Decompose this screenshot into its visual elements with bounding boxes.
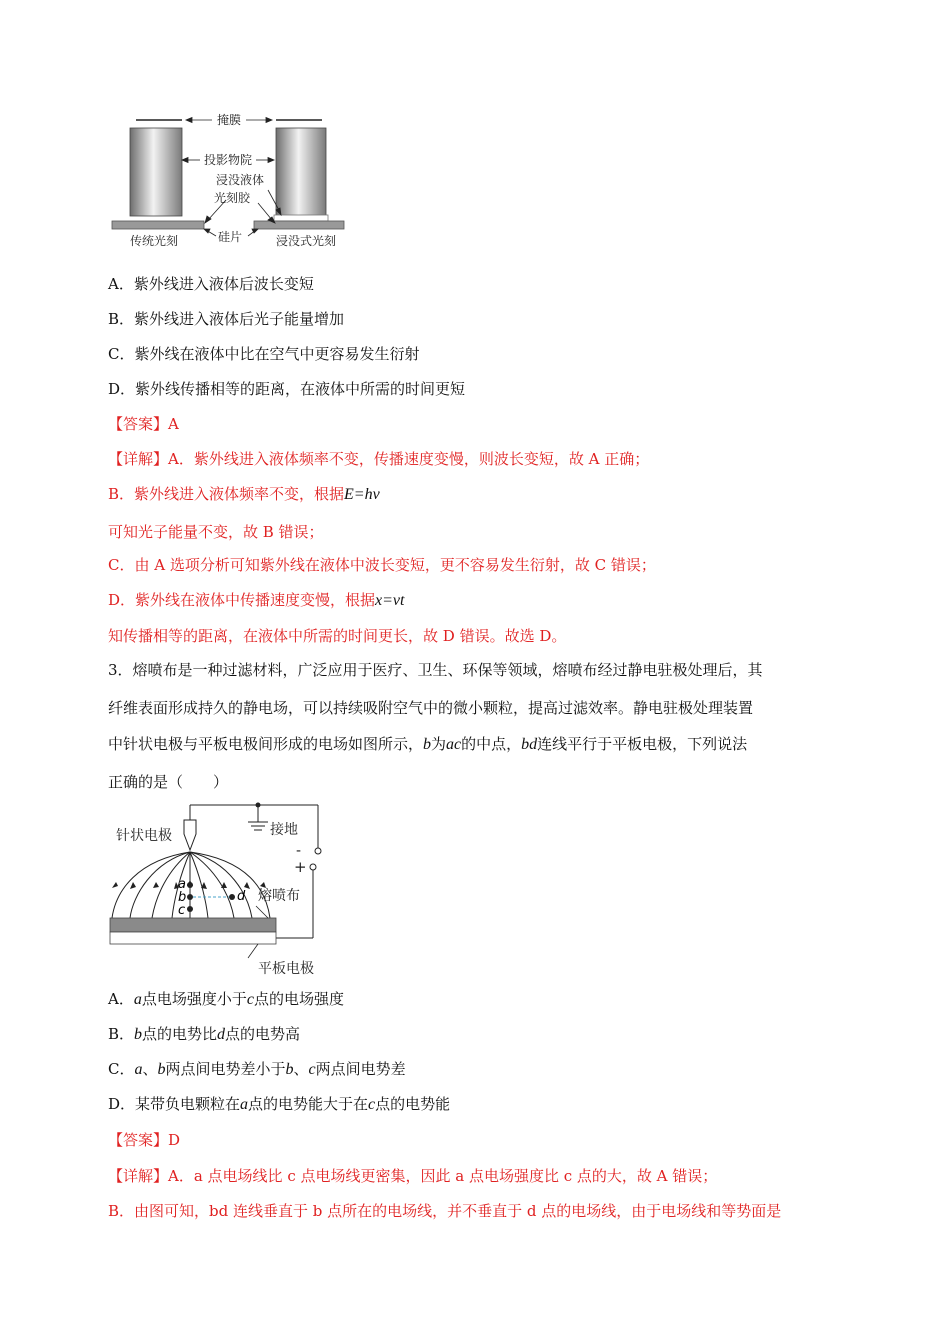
q2-detail-c: C．由 A 选项分析可知紫外线在液体中波长变短，更不容易发生衍射，故 C 错误；: [108, 556, 656, 574]
q3-stem-text: 中针状电极与平板电极间形成的电场如图所示，: [108, 735, 424, 753]
q2-detail-d2: 知传播相等的距离，在液体中所需的时间更长，故 D 错误。故选 D。: [108, 627, 567, 645]
formula-e-hv: E=hν: [344, 486, 380, 503]
var: c: [308, 1061, 316, 1078]
var: d: [217, 1026, 226, 1043]
q2-option-a: A．紫外线进入液体后波长变短: [108, 275, 314, 293]
var: b: [134, 1026, 143, 1043]
q2-answer: 【答案】A: [108, 415, 179, 433]
q2-detail-b2: 可知光子能量不变，故 B 错误；: [108, 523, 324, 541]
label-photoresist: 光刻胶: [213, 191, 251, 205]
opt-text: 点的电势能: [375, 1095, 451, 1113]
terminal-plus: [310, 864, 316, 870]
q2-option-c: C．紫外线在液体中比在空气中更容易发生衍射: [108, 345, 420, 363]
opt-text: A．: [108, 990, 134, 1008]
opt-text: 点的电势高: [225, 1025, 301, 1043]
var: a: [133, 991, 142, 1008]
q2-detail-d: [108, 590, 404, 611]
var: a: [134, 1061, 143, 1078]
q2-option-d: D．紫外线传播相等的距离，在液体中所需的时间更短: [108, 380, 466, 398]
label-c: c: [178, 903, 186, 918]
label-plate: 平板电极: [258, 961, 314, 977]
var: c: [368, 1096, 376, 1113]
point-c: [187, 906, 193, 912]
label-mask: 掩膜: [216, 113, 242, 127]
label-wafer: 硅片: [217, 230, 243, 244]
label-minus: -: [296, 843, 302, 859]
label-d: d: [237, 889, 246, 904]
opt-text: 两点间电势差小于: [165, 1060, 286, 1078]
var-ac: ac: [446, 736, 462, 753]
q3-option-b: [108, 1024, 300, 1045]
q3-stem-line4: 正确的是（ ）: [108, 773, 229, 791]
left-wafer: [112, 221, 204, 229]
opt-text: 、: [142, 1060, 158, 1078]
q2-detail-a: 【详解】A．紫外线进入液体频率不变，传播速度变慢，则波长变短，故 A 正确；: [108, 450, 650, 468]
opt-text: 两点间电势差: [315, 1060, 406, 1078]
var: b: [285, 1061, 294, 1078]
label-cloth: 熔喷布: [258, 888, 300, 904]
var: b: [157, 1061, 166, 1078]
q3-stem-line2: 纤维表面形成持久的静电场，可以持续吸附空气中的微小颗粒，提高过滤效率。静电驻极处理装置: [108, 699, 754, 717]
point-d: [229, 894, 235, 900]
label-a: a: [178, 877, 186, 892]
point-a: [187, 882, 193, 888]
label-liquid: 浸没液体: [215, 173, 265, 187]
q2-option-b: B．紫外线进入液体后光子能量增加: [108, 310, 345, 328]
right-wafer: [254, 221, 344, 229]
opt-text: 、: [293, 1060, 309, 1078]
q3-detail-b: B．由图可知，bd 连线垂直于 b 点所在的电场线，并不垂直于 d 点的电场线，由于电场线和等势面是: [108, 1202, 782, 1220]
label-b: b: [178, 890, 187, 905]
q3-detail-a: 【详解】A．a 点电场线比 c 点电场线更密集，因此 a 点电场强度比 c 点的大，故 A 错误；: [108, 1167, 718, 1185]
label-needle: 针状电极: [116, 828, 172, 844]
q2-detail-b: [108, 484, 380, 505]
q3-stem-text: 为: [431, 735, 447, 753]
electric-field-figure: [108, 800, 338, 980]
var-bd: bd: [521, 736, 538, 753]
immersion-lens: [276, 128, 326, 216]
opt-text: 点的电势能大于在: [248, 1095, 369, 1113]
var: a: [240, 1096, 249, 1113]
label-immersion: 浸没式光刻: [275, 234, 337, 248]
opt-text: 点的电势比: [142, 1025, 218, 1043]
opt-text: D．某带负电颗粒在: [108, 1095, 241, 1113]
label-ground: 接地: [270, 822, 298, 838]
opt-text: 点电场强度小于: [141, 990, 247, 1008]
terminal-minus: [315, 848, 321, 854]
opt-text: C．: [108, 1060, 135, 1078]
label-traditional: 传统光刻: [129, 234, 179, 248]
q3-stem-line3: [108, 734, 747, 755]
var-b: b: [423, 736, 432, 753]
opt-text: 点的电场强度: [253, 990, 344, 1008]
q3-stem-line1: 3．熔喷布是一种过滤材料，广泛应用于医疗、卫生、环保等领域，熔喷布经过静电驻极处理后，其: [108, 661, 763, 679]
label-plus: +: [294, 858, 307, 876]
meltblown-cloth: [110, 918, 276, 932]
plate-electrode: [110, 932, 276, 944]
opt-text: B．: [108, 1025, 135, 1043]
var: c: [246, 991, 254, 1008]
q3-option-c: [108, 1059, 406, 1080]
q3-option-d: [108, 1094, 450, 1115]
lithography-figure: [108, 108, 348, 253]
q3-answer: 【答案】D: [108, 1131, 181, 1149]
q3-stem-text: 连线平行于平板电极，下列说法: [537, 735, 748, 753]
needle-electrode: [184, 820, 196, 850]
q3-stem-text: 的中点，: [461, 735, 522, 753]
q3-option-a: [108, 989, 344, 1010]
label-projection: 投影物院: [203, 153, 253, 167]
q2-detail-b-text: B．紫外线进入液体频率不变，根据: [108, 485, 345, 503]
formula-x-vt: x=vt: [375, 592, 405, 609]
point-b: [187, 894, 193, 900]
q2-detail-d-text: D．紫外线在液体中传播速度变慢，根据: [108, 591, 376, 609]
traditional-lens: [130, 128, 182, 216]
